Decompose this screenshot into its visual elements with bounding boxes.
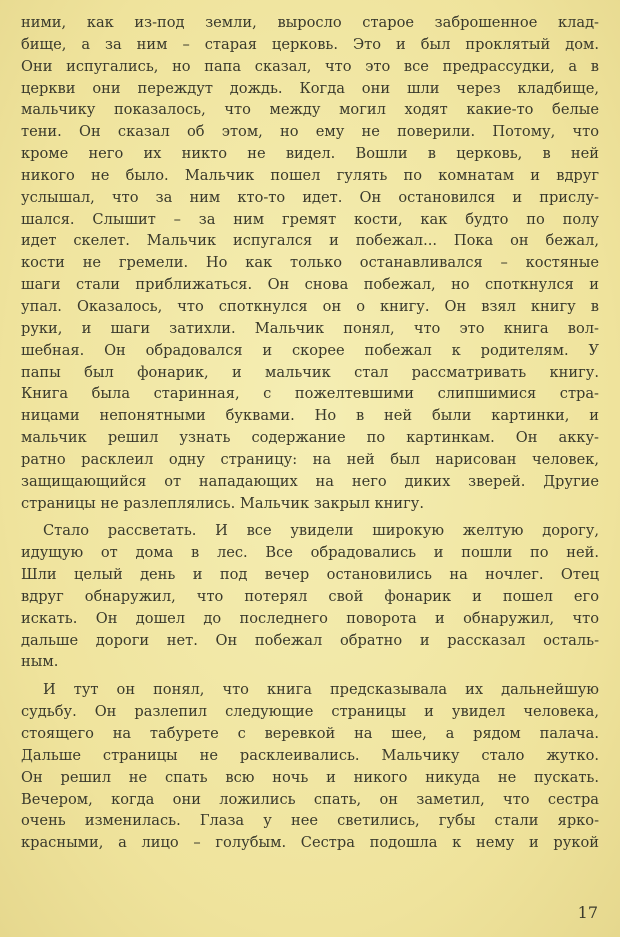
text-line: ницами непонятными буквами. Но в ней были картинки, и [21, 407, 599, 425]
text-line: мальчик решил узнать содержание по картинкам. Он акку- [21, 429, 599, 447]
text-line: церкви они переждут дождь. Когда они шли через кладбище, [21, 79, 599, 97]
text-line: Вечером, когда они ложились спать, он заметил, что сестра [21, 790, 599, 808]
text-line: идет скелет. Мальчик испугался и побежал... Пока он бежал, [21, 232, 599, 250]
text-line: ратно расклеил одну страницу: на ней был нарисован человек, [21, 450, 599, 468]
text-line: тени. Он сказал об этом, но ему не поверили. Потому, что [21, 123, 599, 141]
paragraph [21, 679, 599, 854]
text-line: Дальше страницы не расклеивались. Мальчику стало жутко. [21, 746, 599, 764]
page-number: 17 [577, 903, 598, 922]
text-line: Они испугались, но папа сказал, что это все предрассудки, а в [21, 57, 599, 75]
text-line: страницы не разлеплялись. Мальчик закрыл книгу. [21, 494, 424, 512]
text-line: идущую от дома в лес. Все обрадовались и пошли по ней. [21, 544, 599, 562]
text-line: очень изменилась. Глаза у нее светились, губы стали ярко- [21, 812, 599, 830]
text-line: Стало рассветать. И все увидели широкую желтую дорогу, [43, 522, 599, 540]
text-line: искать. Он дошел до последнего поворота и обнаружил, что [21, 609, 599, 627]
text-line: кроме него их никто не видел. Вошли в церковь, в ней [21, 145, 599, 163]
text-line: стоящего на табурете с веревкой на шее, а рядом палача. [21, 725, 599, 742]
text-line: шаги стали приближаться. Он снова побежал, но споткнулся и [21, 276, 599, 294]
text-line: Шли целый день и под вечер остановились на ночлег. Отец [21, 566, 599, 584]
text-line: Книга была старинная, с пожелтевшими слипшимися стра- [21, 385, 599, 403]
text-line: шался. Слышит – за ним гремят кости, как будто по полу [21, 210, 599, 228]
text-line: ними, как из-под земли, выросло старое заброшенное клад- [21, 14, 599, 31]
text-line: дальше дороги нет. Он побежал обратно и рассказал осталь- [21, 631, 599, 649]
text-line: судьбу. Он разлепил следующие страницы и увидел человека, [21, 703, 599, 721]
text-line: вдруг обнаружил, что потерял свой фонарик и пошел его [21, 587, 599, 605]
paragraph [21, 520, 599, 673]
text-line: кости не гремели. Но как только останавливался – костяные [21, 254, 599, 272]
text-line: руки, и шаги затихли. Мальчик понял, что это книга вол- [21, 319, 599, 337]
text-line: услышал, что за ним кто-то идет. Он остановился и прислу- [21, 188, 599, 206]
text-line: бище, а за ним – старая церковь. Это и был проклятый дом. [21, 35, 599, 53]
text-line: И тут он понял, что книга предсказывала их дальнейшую [43, 681, 599, 699]
text-line: упал. Оказалось, что споткнулся он о книгу. Он взял книгу в [21, 297, 599, 315]
text-line: Он решил не спать всю ночь и никого никуда не пускать. [21, 768, 599, 786]
text-line: ным. [21, 653, 59, 671]
text-line: шебная. Он обрадовался и скорее побежал к родителям. У [21, 341, 599, 359]
page-text [21, 12, 599, 854]
text-line: мальчику показалось, что между могил ходят какие-то белые [21, 101, 599, 119]
paragraph [21, 12, 599, 514]
text-line: красными, а лицо – голубым. Сестра подошла к нему и рукой [21, 834, 599, 852]
text-line: защищающийся от нападающих на него диких зверей. Другие [21, 472, 599, 490]
text-line: папы был фонарик, и мальчик стал рассматривать книгу. [21, 363, 599, 381]
text-line: никого не было. Мальчик пошел гулять по комнатам и вдруг [21, 166, 599, 184]
